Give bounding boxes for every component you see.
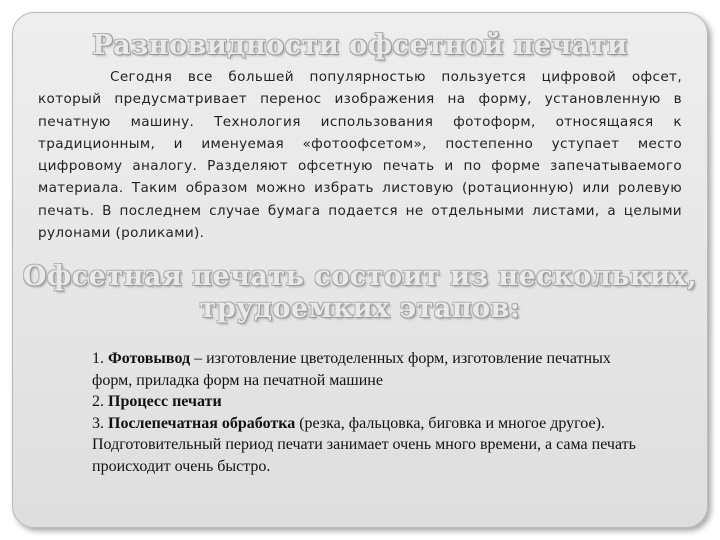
stage-description: – изготовление цветоделенных форм, изготовление печатных форм, приладка форм на печатной машине	[92, 350, 611, 389]
list-item	[92, 413, 652, 478]
stage-number: 3.	[92, 414, 104, 432]
stages-heading-line-1: Офсетная печать состоит из нескольких,	[22, 261, 698, 292]
stages-heading-line-2: трудоемких этапов:	[199, 293, 521, 324]
stage-name: Послепечатная обработка	[108, 414, 296, 432]
list-item	[92, 391, 652, 413]
stage-name: Фотовывод	[108, 350, 191, 367]
stage-name: Процесс печати	[108, 393, 222, 410]
stage-number: 2.	[92, 393, 104, 410]
stages-heading	[0, 261, 720, 325]
list-item	[92, 348, 652, 391]
stage-description: (резка, фальцовка, биговка и многое другое). Подготовительный период печати занимает очень много времени, а сама печать происходит очень быстро.	[92, 414, 636, 475]
intro-paragraph: Сегодня все большей популярностью пользуется цифровой офсет, который предусматривает перенос изображения на форму, установленную в печатную машину. Технология использования фотоформ, относящаяся к традиционным, и именуемая «фотоофсетом», постепенно уступает место цифровому аналогу. Разделяют офсетную печать и по форме запечатываемого материала. Таким образом можно избрать листовую (ротационную) или ролевую печать. В последнем случае бумага подается не отдельными листами, а целыми рулонами (роликами).	[38, 69, 682, 242]
stages-list	[92, 348, 652, 477]
stage-number: 1.	[92, 350, 104, 367]
slide-title: Разновидности офсетной печати	[92, 30, 628, 61]
